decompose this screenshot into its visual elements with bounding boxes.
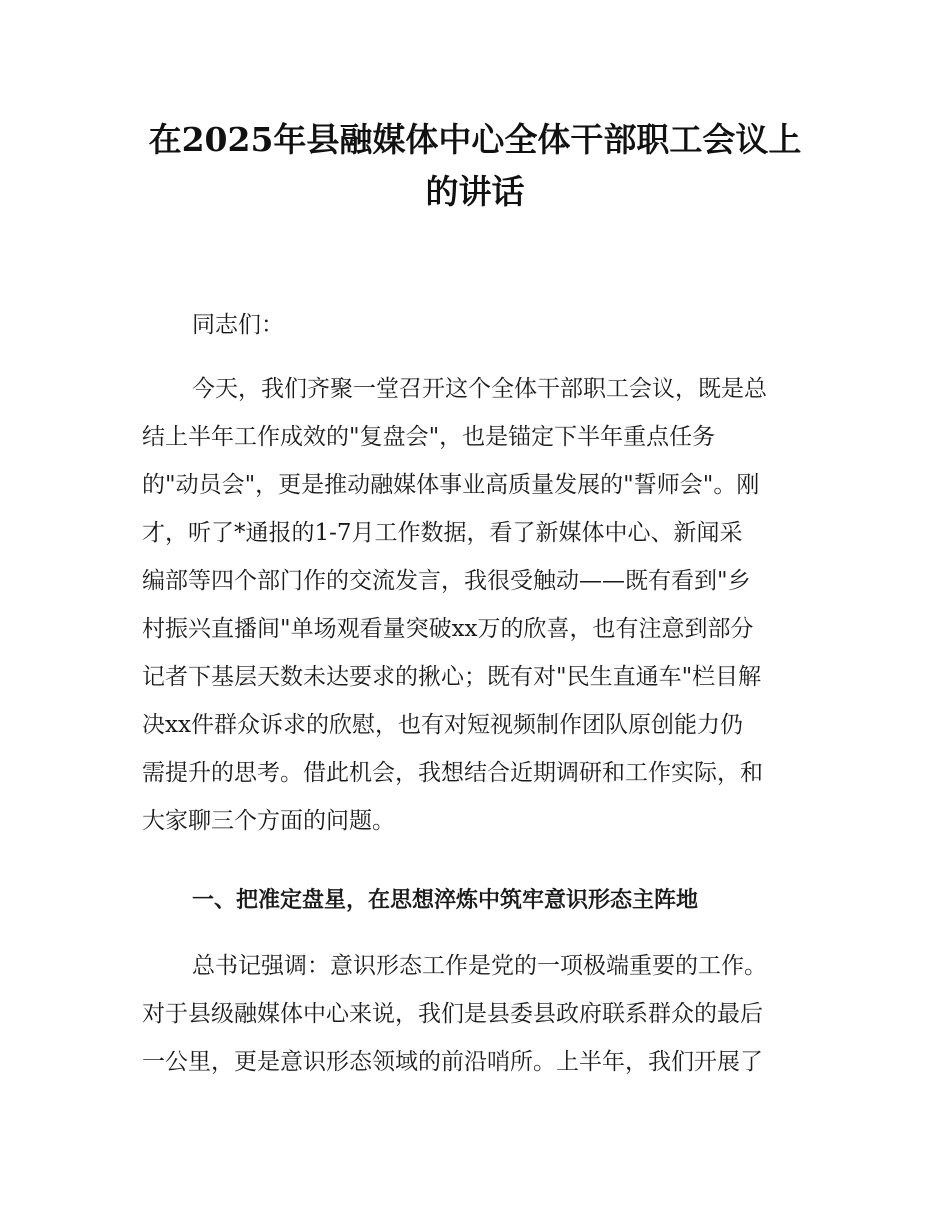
paragraph1-line-2: 结上半年工作成效的"复盘会"，也是锚定下半年重点任务 xyxy=(142,424,716,450)
paragraph1-line-5: 编部等四个部门作的交流发言，我很受触动——既有看到"乡 xyxy=(142,568,751,594)
paragraph1-line-9: 需提升的思考。借此机会，我想结合近期调研和工作实际，和 xyxy=(142,760,763,786)
title-line-1: 在2025年县融媒体中心全体干部职工会议上 xyxy=(148,120,802,159)
title-line-2: 的讲话 xyxy=(425,172,525,211)
paragraph2-line-2: 对于县级融媒体中心来说，我们是县委县政府联系群众的最后 xyxy=(142,1001,763,1027)
section-heading-1: 一、把准定盘星，在思想淬炼中筑牢意识形态主阵地 xyxy=(192,888,699,913)
paragraph1-line-10: 大家聊三个方面的问题。 xyxy=(142,808,395,834)
paragraph1-line-3: 的"动员会"，更是推动融媒体事业高质量发展的"誓师会"。刚 xyxy=(142,472,760,498)
paragraph1-line-8: 决xx件群众诉求的欣慰，也有对短视频制作团队原创能力仍 xyxy=(142,712,743,738)
paragraph1-line-1: 今天，我们齐聚一堂召开这个全体干部职工会议，既是总 xyxy=(192,376,767,402)
paragraph1-line-7: 记者下基层天数未达要求的揪心；既有对"民生直通车"栏目解 xyxy=(142,664,762,690)
paragraph1-line-6: 村振兴直播间"单场观看量突破xx万的欣喜，也有注意到部分 xyxy=(142,616,754,642)
paragraph2-line-3: 一公里，更是意识形态领域的前沿哨所。上半年，我们开展了 xyxy=(142,1049,763,1075)
document-title xyxy=(120,114,830,218)
paragraph2-line-1: 总书记强调：意识形态工作是党的一项极端重要的工作。 xyxy=(192,953,767,979)
greeting: 同志们： xyxy=(192,312,284,338)
paragraph1-line-4: 才，听了*通报的1-7月工作数据，看了新媒体中心、新闻采 xyxy=(142,520,743,546)
